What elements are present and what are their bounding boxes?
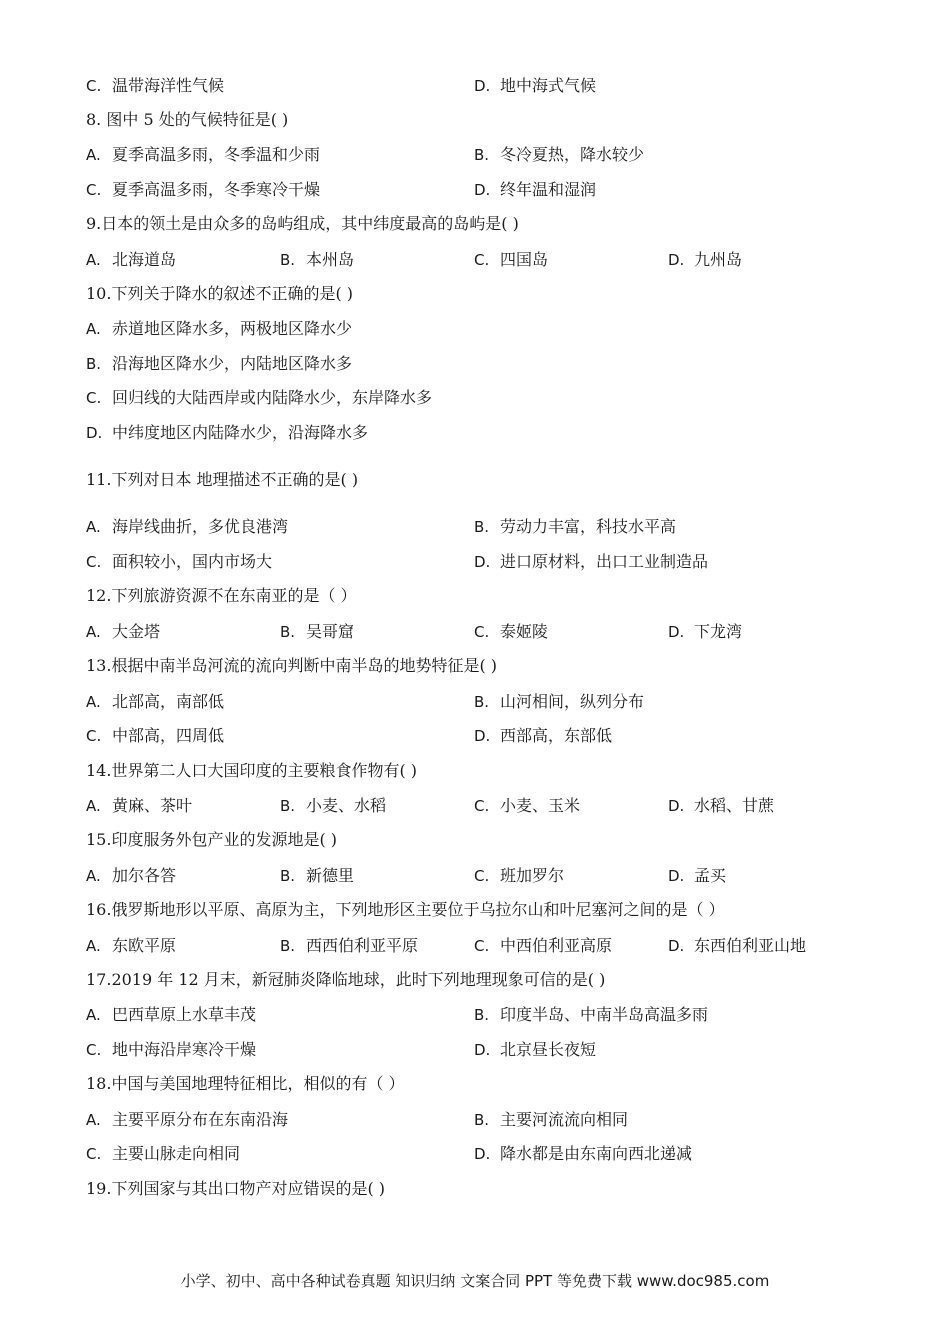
question-10-stem: 10.下列关于降水的叙述不正确的是( ) <box>86 284 354 303</box>
option-text: 大金塔 <box>112 622 161 641</box>
option-label: C. <box>86 1041 102 1059</box>
question-11-stem: 11.下列对日本 地理描述不正确的是( ) <box>86 470 359 489</box>
option-label: D. <box>668 623 685 641</box>
option-label: A. <box>86 146 101 164</box>
option-text: 劳动力丰富，科技水平高 <box>500 517 677 536</box>
question-15-stem: 15.印度服务外包产业的发源地是( ) <box>86 830 338 849</box>
option-text: 水稻、甘蔗 <box>694 796 775 815</box>
option-text: 夏季高温多雨，冬季寒冷干燥 <box>112 180 321 199</box>
option-label: B. <box>474 693 490 711</box>
option-a <box>86 1110 288 1130</box>
option-label: B. <box>280 867 296 885</box>
option-label: C. <box>86 727 102 745</box>
option-text: 赤道地区降水多，两极地区降水少 <box>112 319 353 338</box>
option-c <box>474 622 548 642</box>
option-text: 九州岛 <box>694 250 743 269</box>
option-text: 泰姬陵 <box>500 622 549 641</box>
option-d <box>668 796 774 816</box>
option-label: A. <box>86 867 101 885</box>
option-text: 西部高，东部低 <box>500 726 613 745</box>
option-text: 加尔各答 <box>112 866 177 885</box>
question-19-stem: 19.下列国家与其出口物产对应错误的是( ) <box>86 1179 386 1198</box>
option-a <box>86 1005 256 1025</box>
option-d <box>668 250 742 270</box>
option-text: 小麦、水稻 <box>306 796 387 815</box>
option-label: C. <box>474 623 490 641</box>
option-b <box>280 796 386 816</box>
question-8-stem: 8. 图中 5 处的气候特征是( ) <box>86 110 289 129</box>
option-a <box>86 692 224 712</box>
option-text: 夏季高温多雨，冬季温和少雨 <box>112 145 321 164</box>
option-label: A. <box>86 937 101 955</box>
option-b <box>280 250 354 270</box>
question-17-stem: 17.2019 年 12 月末，新冠肺炎降临地球，此时下列地理现象可信的是( ) <box>86 970 606 989</box>
option-text: 东西伯利亚山地 <box>694 936 807 955</box>
question-9-stem: 9.日本的领土是由众多的岛屿组成，其中纬度最高的岛屿是( ) <box>86 214 519 233</box>
option-text: 回归线的大陆西岸或内陆降水少，东岸降水多 <box>112 388 433 407</box>
option-label: C. <box>86 77 102 95</box>
option-c <box>86 552 272 572</box>
option-b <box>474 517 676 537</box>
option-label: C. <box>474 867 490 885</box>
option-c <box>474 936 612 956</box>
option-a <box>86 622 160 642</box>
question-12-stem: 12.下列旅游资源不在东南亚的是（ ） <box>86 586 357 605</box>
option-text: 本州岛 <box>306 250 355 269</box>
option-text: 山河相间，纵列分布 <box>500 692 645 711</box>
option-a <box>86 866 176 886</box>
option-label: A. <box>86 623 101 641</box>
option-text: 主要山脉走向相同 <box>112 1144 241 1163</box>
option-a <box>86 796 192 816</box>
option-label: D. <box>474 77 491 95</box>
option-text: 进口原材料，出口工业制造品 <box>500 552 709 571</box>
option-text: 小麦、玉米 <box>500 796 581 815</box>
option-b <box>474 145 644 165</box>
option-label: D. <box>86 424 103 442</box>
option-c <box>86 1144 240 1164</box>
option-text: 东欧平原 <box>112 936 177 955</box>
option-label: D. <box>668 867 685 885</box>
option-b <box>86 354 352 374</box>
option-c <box>86 180 320 200</box>
option-label: D. <box>668 937 685 955</box>
option-text: 新德里 <box>306 866 355 885</box>
option-d <box>668 936 806 956</box>
option-d <box>86 423 368 443</box>
option-text: 黄麻、茶叶 <box>112 796 193 815</box>
option-d <box>474 180 596 200</box>
option-text: 沿海地区降水少，内陆地区降水多 <box>112 354 353 373</box>
option-d <box>668 866 726 886</box>
option-text: 主要河流流向相同 <box>500 1110 629 1129</box>
question-13-stem: 13.根据中南半岛河流的流向判断中南半岛的地势特征是( ) <box>86 656 498 675</box>
option-text: 冬冷夏热，降水较少 <box>500 145 645 164</box>
option-label: B. <box>474 1111 490 1129</box>
option-d <box>474 552 708 572</box>
option-label: C. <box>474 251 490 269</box>
option-label: D. <box>474 181 491 199</box>
option-a <box>86 145 320 165</box>
option-c <box>86 388 432 408</box>
option-text: 温带海洋性气候 <box>112 76 225 95</box>
option-c <box>86 726 224 746</box>
option-text: 地中海式气候 <box>500 76 597 95</box>
option-b <box>280 866 354 886</box>
option-label: A. <box>86 518 101 536</box>
option-text: 孟买 <box>694 866 727 885</box>
option-label: C. <box>86 389 102 407</box>
option-c <box>86 1040 256 1060</box>
option-label: D. <box>668 251 685 269</box>
option-label: B. <box>280 251 296 269</box>
option-text: 北部高，南部低 <box>112 692 225 711</box>
option-b <box>474 1110 628 1130</box>
option-text: 下龙湾 <box>694 622 743 641</box>
question-14-stem: 14.世界第二人口大国印度的主要粮食作物有( ) <box>86 761 418 780</box>
option-c <box>86 76 224 96</box>
option-d <box>668 622 742 642</box>
option-text: 四国岛 <box>500 250 549 269</box>
option-text: 中部高，四周低 <box>112 726 225 745</box>
option-label: D. <box>474 1145 491 1163</box>
option-label: C. <box>474 797 490 815</box>
option-label: A. <box>86 797 101 815</box>
option-label: D. <box>474 727 491 745</box>
option-label: A. <box>86 1006 101 1024</box>
option-label: B. <box>280 623 296 641</box>
option-label: A. <box>86 251 101 269</box>
option-text: 北京昼长夜短 <box>500 1040 597 1059</box>
option-a <box>86 319 352 339</box>
option-b <box>280 936 418 956</box>
option-text: 西西伯利亚平原 <box>306 936 419 955</box>
option-text: 海岸线曲折，多优良港湾 <box>112 517 289 536</box>
option-b <box>280 622 354 642</box>
option-text: 地中海沿岸寒冷干燥 <box>112 1040 257 1059</box>
option-d <box>474 1144 692 1164</box>
option-d <box>474 76 596 96</box>
option-text: 印度半岛、中南半岛高温多雨 <box>500 1005 709 1024</box>
option-label: D. <box>474 1041 491 1059</box>
option-label: C. <box>86 181 102 199</box>
option-label: A. <box>86 693 101 711</box>
option-label: D. <box>474 553 491 571</box>
option-text: 降水都是由东南向西北递减 <box>500 1144 693 1163</box>
question-16-stem: 16.俄罗斯地形以平原、高原为主，下列地形区主要位于乌拉尔山和叶尼塞河之间的是（ ） <box>86 900 725 919</box>
option-text: 班加罗尔 <box>500 866 565 885</box>
option-label: B. <box>280 797 296 815</box>
option-c <box>474 250 548 270</box>
option-d <box>474 1040 596 1060</box>
option-text: 巴西草原上水草丰茂 <box>112 1005 257 1024</box>
option-label: B. <box>86 355 102 373</box>
option-a <box>86 517 288 537</box>
option-label: C. <box>86 1145 102 1163</box>
option-label: B. <box>474 1006 490 1024</box>
option-label: D. <box>668 797 685 815</box>
option-a <box>86 250 176 270</box>
option-label: B. <box>280 937 296 955</box>
option-text: 中纬度地区内陆降水少，沿海降水多 <box>112 423 369 442</box>
option-b <box>474 692 644 712</box>
option-a <box>86 936 176 956</box>
option-d <box>474 726 612 746</box>
option-text: 吴哥窟 <box>306 622 355 641</box>
option-label: B. <box>474 146 490 164</box>
option-label: A. <box>86 1111 101 1129</box>
option-label: B. <box>474 518 490 536</box>
option-text: 主要平原分布在东南沿海 <box>112 1110 289 1129</box>
question-18-stem: 18.中国与美国地理特征相比，相似的有（ ） <box>86 1074 405 1093</box>
option-text: 中西伯利亚高原 <box>500 936 613 955</box>
option-c <box>474 796 580 816</box>
page-footer: 小学、初中、高中各种试卷真题 知识归纳 文案合同 PPT 等免费下载 www.doc985.com <box>180 1272 770 1290</box>
option-text: 终年温和湿润 <box>500 180 597 199</box>
option-c <box>474 866 564 886</box>
option-b <box>474 1005 708 1025</box>
option-label: C. <box>474 937 490 955</box>
option-label: C. <box>86 553 102 571</box>
option-text: 北海道岛 <box>112 250 177 269</box>
option-text: 面积较小，国内市场大 <box>112 552 273 571</box>
option-label: A. <box>86 320 101 338</box>
